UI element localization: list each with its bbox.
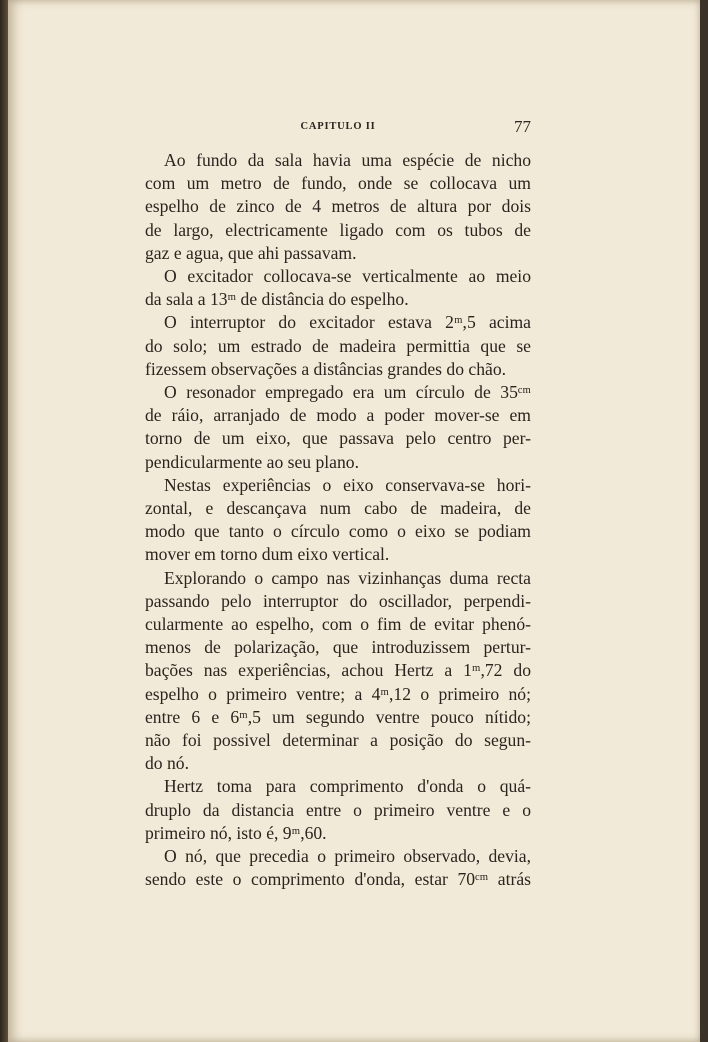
text-line: O excitador collocava-se verticalmente ao meio xyxy=(164,266,531,287)
text-line: de largo, electricamente ligado com os tubos de xyxy=(145,219,531,240)
text-line: druplo da distancia entre o primeiro ventre e o xyxy=(145,799,531,820)
text-line: zontal, e descançava num cabo de madeira, de xyxy=(145,498,531,519)
text-line: Hertz toma para comprimento d'onda o quá- xyxy=(164,776,531,797)
text-line: O resonador empregado era um círculo de 35ᶜᵐ xyxy=(164,382,531,403)
text-line: Ao fundo da sala havia uma espécie de nicho xyxy=(164,150,531,170)
text-line: do solo; um estrado de madeira permittia que se xyxy=(145,335,531,356)
paragraph xyxy=(145,381,531,474)
text-line: pendicularmente ao seu plano. xyxy=(145,451,359,472)
text-line: modo que tanto o círculo como o eixo se podiam xyxy=(145,521,531,542)
text-line: Explorando o campo nas vizinhanças duma recta xyxy=(164,567,531,588)
text-line: fizessem observações a distâncias grandes do chão. xyxy=(145,358,507,379)
text-line: O nó, que precedia o primeiro observado, devia, xyxy=(164,846,531,867)
text-line: torno de um eixo, que passava pelo centro per- xyxy=(145,428,531,449)
paragraph xyxy=(145,149,531,265)
paragraph xyxy=(145,311,531,381)
text-line: Nestas experiências o eixo conservava-se hori- xyxy=(164,474,531,495)
text-line: não foi possivel determinar a posição do segun- xyxy=(145,730,531,751)
text-line: da sala a 13ᵐ de distância do espelho. xyxy=(145,289,409,310)
text-line: cularmente ao espelho, com o fim de evitar phenó- xyxy=(145,614,531,635)
paragraph xyxy=(145,474,531,567)
text-line: mover em torno dum eixo vertical. xyxy=(145,544,390,565)
text-line: do nó. xyxy=(145,753,189,774)
body-text xyxy=(145,149,531,892)
paragraph xyxy=(145,265,531,311)
text-line: passando pelo interruptor do oscillador, perpendi- xyxy=(145,590,531,611)
text-line: primeiro nó, isto é, 9ᵐ,60. xyxy=(145,822,327,843)
paragraph xyxy=(145,775,531,845)
text-line: bações nas experiências, achou Hertz a 1ᵐ,72 do xyxy=(145,660,531,681)
text-line: espelho o primeiro ventre; a 4ᵐ,12 o primeiro nó; xyxy=(145,683,531,704)
page-header xyxy=(145,117,531,139)
page-number: 77 xyxy=(514,117,531,136)
text-line: sendo este o comprimento d'onda, estar 70ᶜᵐ atrás xyxy=(145,869,531,890)
paragraph xyxy=(145,845,531,891)
text-line: de ráio, arranjado de modo a poder mover-se em xyxy=(145,405,531,426)
running-head: CAPITULO II xyxy=(300,121,376,132)
paragraph xyxy=(145,567,531,776)
text-line: gaz e agua, que ahi passavam. xyxy=(145,242,357,263)
text-line: O interruptor do excitador estava 2ᵐ,5 acima xyxy=(164,312,531,333)
text-line: entre 6 e 6ᵐ,5 um segundo ventre pouco nítido; xyxy=(145,706,531,727)
text-line: menos de polarização, que introduzissem pertur- xyxy=(145,637,531,658)
text-line: espelho de zinco de 4 metros de altura por dois xyxy=(145,196,531,217)
text-line: com um metro de fundo, onde se collocava um xyxy=(145,173,531,194)
